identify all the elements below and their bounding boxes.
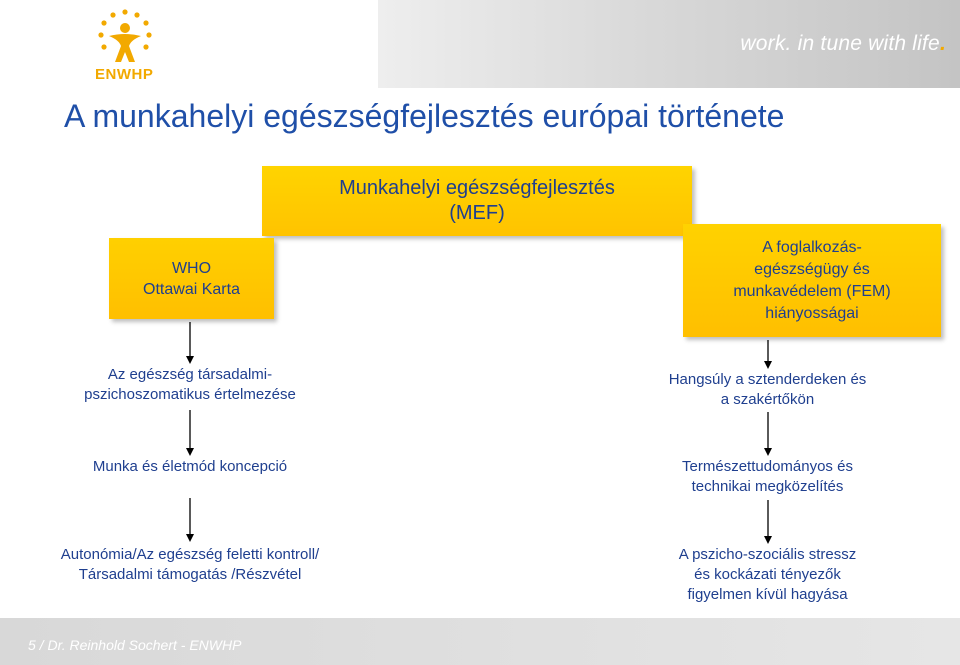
right-item-1: Hangsúly a sztenderdeken és a szakértőkön xyxy=(668,371,867,408)
left-item-1: Az egészség társadalmi- pszichoszomatikus értelmezése xyxy=(84,366,296,403)
left-item-3: Autonómia/Az egészség feletti kontroll/ Társadalmi támogatás /Részvétel xyxy=(60,546,320,583)
right-item-2: Természettudományos és technikai megközelítés xyxy=(682,458,853,495)
right-item-3: A pszicho-szociális stressz és kockázati tényezők figyelmen kívül hagyása xyxy=(678,546,857,603)
logo-text: ENWHP xyxy=(95,66,154,83)
left-item-2: Munka és életmód koncepció xyxy=(92,458,288,475)
tagline-dot: . xyxy=(939,32,946,55)
tagline-text: work. in tune with life xyxy=(740,32,940,55)
who-box-label: WHO Ottawai Karta xyxy=(143,259,240,298)
mef-box-label: Munkahelyi egészségfejlesztés (MEF) xyxy=(339,177,615,224)
footer-text: 5 / Dr. Reinhold Sochert - ENWHP xyxy=(28,637,242,653)
fem-box-label: A foglalkozás- egészségügy és munkavédelem (FEM) hiányosságai xyxy=(733,238,891,322)
page-title: A munkahelyi egészségfejlesztés európai története xyxy=(64,98,785,134)
